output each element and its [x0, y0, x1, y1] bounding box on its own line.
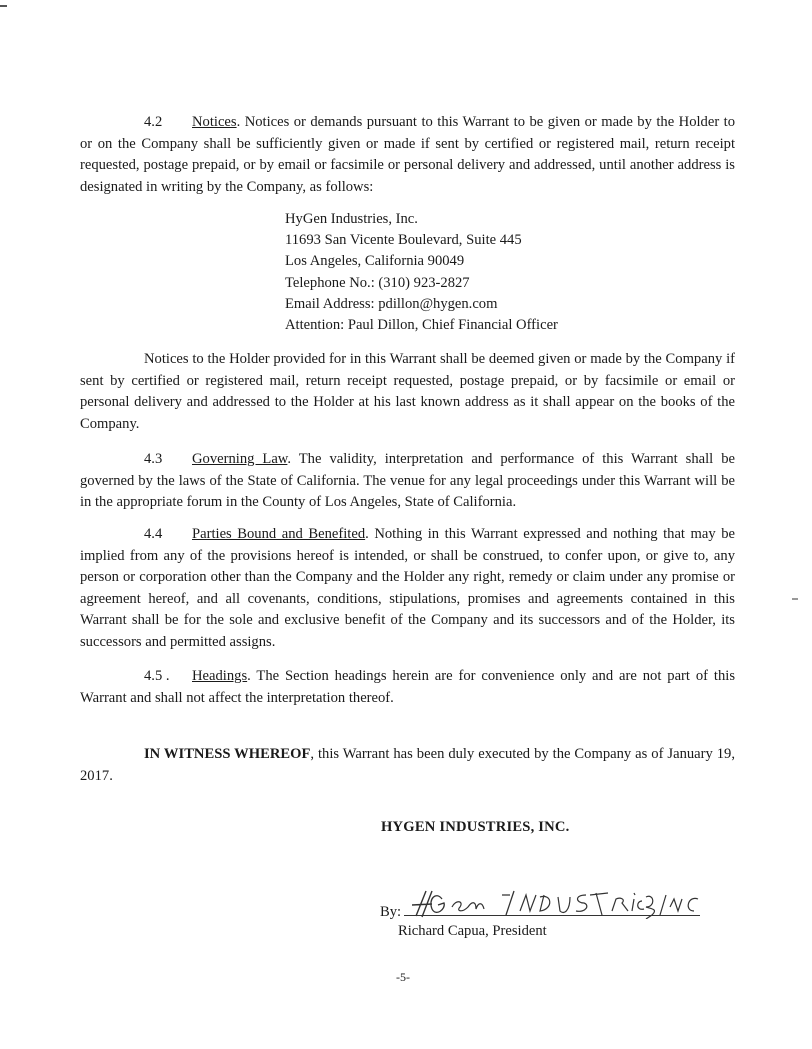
- section-number: 4.3: [144, 451, 163, 467]
- section-4-2: [80, 112, 735, 198]
- signature-line: [404, 915, 700, 916]
- section-text: . The Section headings herein are for convenience only and are not part of this Warrant and shall not affect the interpretation thereof.: [80, 668, 735, 706]
- witness-bold: IN WITNESS WHEREOF: [144, 746, 311, 762]
- section-4-4: [80, 524, 735, 653]
- signature-block: [380, 885, 710, 945]
- page-number: -5-: [396, 970, 410, 984]
- section-text: . Notices or demands pursuant to this Warrant to be given or made by the Holder to or on the Company shall be sufficiently given or made if sent by certified or registered mail, return receipt requested, postage prepaid, or by email or facsimile or personal delivery and addressed, until another address is designated in writing by the Company, as follows:: [80, 114, 735, 195]
- section-heading: Governing Law: [192, 451, 288, 467]
- holder-notice-paragraph: Notices to the Holder provided for in this Warrant shall be deemed given or made by the Company if sent by certified or registered mail, return receipt requested, postage prepaid, or by facsimile or email or personal delivery and addressed to the Holder at his last known address as it shall appear on the books of the Company.: [80, 351, 735, 432]
- scan-mark: [792, 598, 798, 600]
- section-4-3: [80, 449, 735, 514]
- address-telephone: Telephone No.: (310) 923-2827: [285, 274, 470, 291]
- address-street: 11693 San Vicente Boulevard, Suite 445: [285, 232, 522, 249]
- company-name: HYGEN INDUSTRIES, INC.: [381, 819, 570, 835]
- section-number: 4.5 .: [144, 668, 170, 684]
- section-number: 4.2: [144, 114, 163, 130]
- section-number: 4.4: [144, 526, 163, 542]
- section-4-5: [80, 666, 735, 709]
- section-text: . The validity, interpretation and performance of this Warrant shall be governed by the laws of the State of California. The venue for any legal proceedings under this Warrant will be in the appropriate forum in the County of Los Angeles, State of California.: [80, 451, 735, 510]
- scan-mark: [0, 5, 7, 7]
- section-heading: Headings: [192, 668, 248, 684]
- notice-address-block: [285, 209, 558, 336]
- address-company: HyGen Industries, Inc.: [285, 211, 418, 227]
- section-text: . Nothing in this Warrant expressed and nothing that may be implied from any of the provisions hereof is intended, or shall be construed, to confer upon, or give to, any person or corporation other than the Company and the Holder any right, remedy or claim under any promise or agreement hereof, and all covenants, conditions, stipulations, promises and agreements contained in this Warrant shall be for the sole and exclusive benefit of the Company and its successors and of the Holder, its successors and permitted assigns.: [80, 526, 735, 650]
- handwritten-signature: [402, 885, 702, 919]
- section-heading: Parties Bound and Benefited: [192, 526, 366, 542]
- address-email: Email Address: pdillon@hygen.com: [285, 295, 498, 312]
- witness-text: , this Warrant has been duly executed by the Company as of January 19, 2017.: [80, 746, 736, 784]
- signer-name: Richard Capua, President: [398, 923, 547, 939]
- address-attention: Attention: Paul Dillon, Chief Financial Officer: [285, 317, 558, 334]
- witness-paragraph: [80, 744, 735, 787]
- address-city: Los Angeles, California 90049: [285, 253, 465, 270]
- section-heading: Notices: [192, 114, 237, 130]
- by-label: By:: [380, 904, 402, 920]
